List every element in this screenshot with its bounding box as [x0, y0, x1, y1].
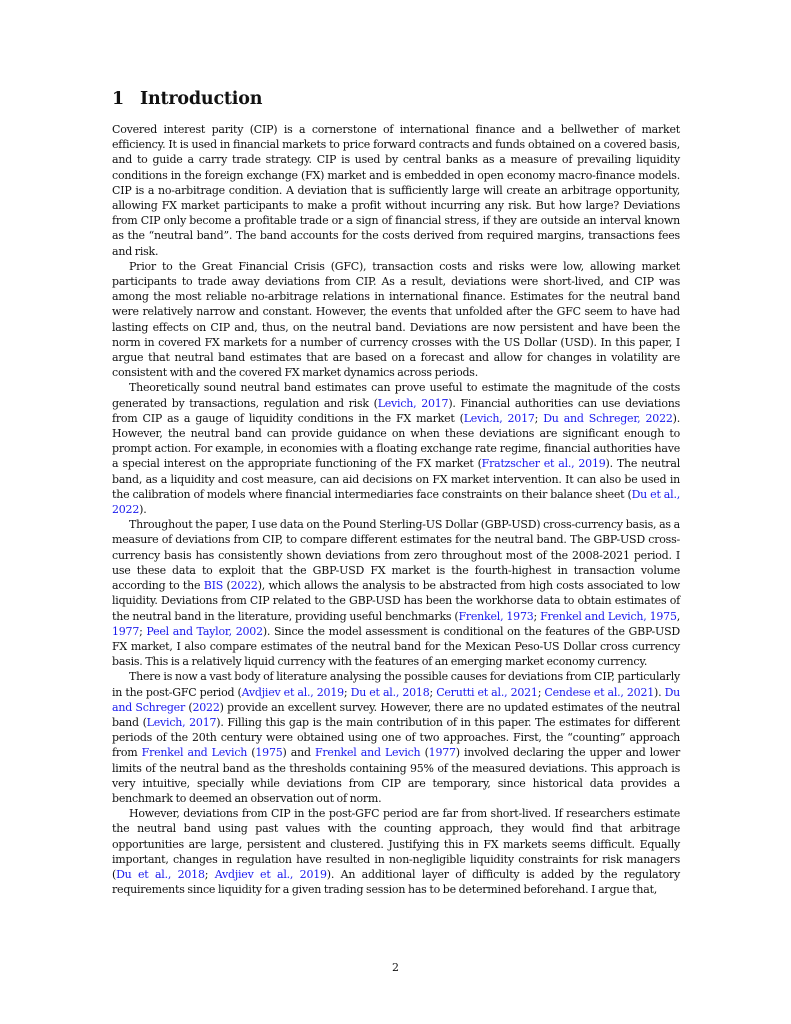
citation-link[interactable]: Frenkel and Levich: [141, 746, 248, 760]
paragraph-text: Throughout the paper, I use data on the Pound Sterling-US Dollar (GBP-USD) cross-currency basis, as a measure of deviations from CIP, to compare different estimates for the neutral band. The GBP-USD cross-currency basis has consistently shown deviations from zero throughout most of the 2008-2021 period. I use these data to exploit that the GBP-USD FX market is the fourth-highest in transaction volume according to the: [112, 518, 680, 593]
citation-link[interactable]: 1975: [255, 746, 283, 760]
paragraph-text: ). An additional layer of difficulty is added by the regulatory requirements since liquidity for a given trading session has to be determined beforehand. I argue that,: [112, 867, 681, 897]
paragraph-text: (: [185, 700, 193, 714]
paragraph-text: (: [247, 746, 256, 760]
paragraph-text: ). The neutral band, as a liquidity and cost measure, can aid decisions on FX market intervention. It can also be used in the calibration of models where financial intermediaries face constraints on their balance sheet (: [112, 457, 680, 501]
section-heading: [112, 88, 680, 110]
paragraph-text: ;: [537, 685, 545, 699]
paragraph-text: ;: [534, 411, 544, 425]
citation-link[interactable]: Du and Schreger, 2022: [543, 411, 673, 425]
section-title: Introduction: [140, 89, 263, 109]
paragraph-text: ) provide an excellent survey. However, there are no updated estimates of the neutral band (: [112, 700, 680, 729]
paragraph-text: ). Since the model assessment is conditional on the features of the GBP-USD FX market, I also compare estimates of the neutral band for the Mexican Peso-US Dollar cross currency basis. This is a relatively liquid currency with the features of an emerging market economy currency.: [112, 624, 681, 669]
citation-link[interactable]: Levich, 2017: [463, 411, 535, 425]
citation-link[interactable]: Cendese et al., 2021: [544, 685, 654, 699]
page-body: [112, 88, 680, 897]
paragraph-text: (: [420, 746, 429, 760]
citation-link[interactable]: 2022: [192, 700, 220, 714]
citation-link[interactable]: Levich, 2017: [377, 396, 449, 410]
citation-link[interactable]: 1977: [112, 624, 140, 638]
citation-link[interactable]: Du et al., 2018: [350, 685, 430, 699]
citation-link[interactable]: Du et al., 2018: [116, 867, 205, 881]
paragraph-text: ;: [533, 609, 541, 623]
paragraph-5: [112, 669, 680, 806]
paragraph-text: There is now a vast body of literature analysing the possible causes for deviations from CIP, particularly in the post-GFC period (: [112, 670, 680, 699]
paragraph-text: Theoretically sound neutral band estimates can prove useful to estimate the magnitude of the costs generated by transactions, regulation and risk (: [112, 381, 680, 410]
citation-link[interactable]: 2022: [230, 579, 258, 593]
paragraph-text: ) and: [282, 746, 315, 760]
citation-link[interactable]: Frenkel, 1973: [458, 609, 534, 623]
citation-link[interactable]: Frenkel and Levich, 1975: [540, 609, 677, 623]
citation-link[interactable]: Du and Schreger: [112, 685, 681, 714]
paragraph-text: ). Filling this gap is the main contribution of in this paper. The estimates for different periods of the 20th century were obtained using one of two approaches. First, the “counting” approach from: [112, 715, 681, 760]
citation-link[interactable]: 1977: [428, 746, 456, 760]
paragraph-text: ;: [204, 867, 215, 881]
citation-link[interactable]: Levich, 2017: [146, 715, 217, 729]
paragraph-text: ,: [676, 609, 681, 623]
page-number: 2: [392, 961, 399, 974]
paragraph-4: [112, 517, 680, 669]
paragraph-text: ;: [139, 624, 147, 638]
paragraph-text: ). Financial authorities can use deviations from CIP as a gauge of liquidity conditions in the FX market (: [112, 396, 681, 425]
citation-link[interactable]: Fratzscher et al., 2019: [481, 457, 606, 471]
paragraph-text: (: [223, 579, 231, 593]
paragraph-text: Covered interest parity (CIP) is a cornerstone of international finance and a bellwether of market efficiency. It is used in financial markets to price forward contracts and funds obtained on a covered basis, and to guide a carry trade strategy. CIP is used by central banks as a measure of prevailing liquidity conditions in the foreign exchange (FX) market and is embedded in open economy macro-finance models. CIP is a no-arbitrage condition. A deviation that is sufficiently large will create an arbitrage opportunity, allowing FX market participants to make a profit without incurring any risk. But how large? Deviations from CIP only become a profitable trade or a sign of financial stress, if they are outside an interval known as the “neutral band”. The band accounts for the costs derived from required margins, transactions fees and risk.: [112, 123, 680, 258]
paragraph-text: ;: [429, 685, 437, 699]
section-number: 1: [112, 89, 124, 109]
paragraph-3: [112, 380, 680, 517]
paragraph-text: However, deviations from CIP in the post-GFC period are far from short-lived. If researchers estimate the neutral band using past values with the counting approach, they would find that arbitrage opportunities are large, persistent and clustered. Justifying this in FX markets seems difficult. Equally important, changes in regulation have resulted in non-negligible liquidity constraints for risk managers (: [112, 807, 680, 881]
paragraph-text: ).: [139, 503, 147, 517]
paragraph-text: ), which allows the analysis to be abstracted from high costs associated to low liquidity. Deviations from CIP related to the GBP-USD has been the workhorse data to obtain estimates of the neutral band in the literature, providing useful benchmarks (: [112, 579, 680, 623]
paragraph-6: [112, 806, 680, 897]
paragraph-text: ). However, the neutral band can provide guidance on when these deviations are significant enough to prompt action. For example, in economies with a floating exchange rate regime, financial authorities have a special interest on the appropriate functioning of the FX market (: [112, 411, 680, 471]
citation-link[interactable]: Du et al., 2022: [112, 487, 680, 517]
citation-link[interactable]: Cerutti et al., 2021: [436, 685, 538, 699]
citation-link[interactable]: Avdjiev et al., 2019: [241, 685, 344, 699]
citation-link[interactable]: Avdjiev et al., 2019: [214, 867, 327, 881]
citation-link[interactable]: Frenkel and Levich: [314, 746, 421, 760]
paragraph-1: [112, 122, 680, 259]
paragraph-2: [112, 259, 680, 381]
paragraph-text: ;: [343, 685, 351, 699]
citation-link[interactable]: Peel and Taylor, 2002: [146, 624, 263, 638]
paragraph-text: ).: [654, 685, 665, 699]
citation-link[interactable]: BIS: [203, 579, 224, 593]
paragraph-text: Prior to the Great Financial Crisis (GFC), transaction costs and risks were low, allowing market participants to trade away deviations from CIP. As a result, deviations were short-lived, and CIP was among the most reliable no-arbitrage relations in international finance. Estimates for the neutral band were relatively narrow and constant. However, the events that unfolded after the GFC seem to have had lasting effects on CIP and, thus, on the neutral band. Deviations are now persistent and have been the norm in covered FX markets for a number of currency crosses with the US Dollar (USD). In this paper, I argue that neutral band estimates that are based on a forecast and allow for changes in volatility are consistent with and the covered FX market dynamics across periods.: [112, 259, 680, 380]
paragraph-text: ) involved declaring the upper and lower limits of the neutral band as the thresholds containing 95% of the measured deviations. This approach is very intuitive, specially while deviations from CIP are temporary, since historical data provides a benchmark to deemed an observation out of norm.: [112, 746, 680, 805]
